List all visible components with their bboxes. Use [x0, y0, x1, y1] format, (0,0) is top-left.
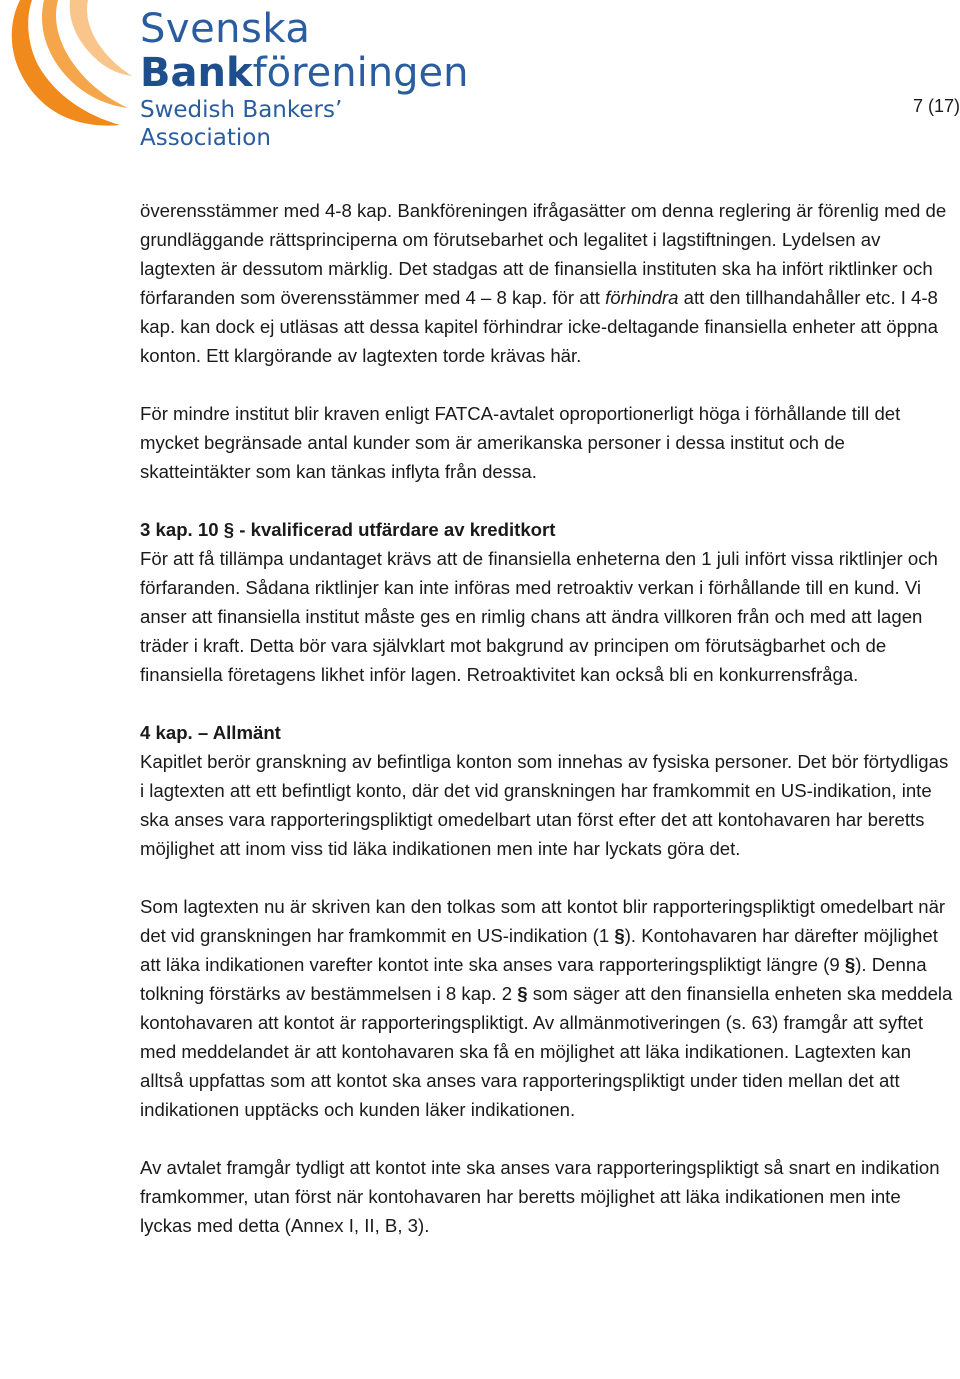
- swirl-logo-icon: [0, 0, 140, 130]
- organization-logo: [0, 0, 470, 151]
- paragraph-1: [140, 196, 954, 370]
- section-3-heading-post: - kvalificerad utfärdare av kreditkort: [234, 519, 556, 540]
- paragraph-5: [140, 892, 954, 1124]
- logo-line-english: Swedish Bankers’ Association: [140, 97, 343, 151]
- paragraph-5-part-4: som säger att den finansiella enheten ska meddela kontohavaren att kontot är rapporteringspliktigt. Av allmänmotiveringen (s. 63) framgår att syftet med meddelandet är att kontohavaren ska få en möjlighet att läka indikationen. Lagtexten kan alltså uppfattas som att kontot ska anses vara rapporteringspliktigt under tiden mellan det att indikationen upptäcks och kunden läker indikationen.: [140, 983, 953, 1120]
- paragraph-5-part-1: Som lagtexten nu är skriven kan den tolkas som att kontot blir rapporteringspliktigt omedelbart när det vid granskningen har framkommit en US-indikation (1: [140, 896, 946, 946]
- paragraph-1-part-1: överensstämmer med 4-8 kap. Bankföreningen ifrågasätter om denna reglering är förenlig med de grundläggande rättsprinciperna om förutsebarhet och legalitet i lagstiftningen. Lydelsen av lagtexten är dessutom märklig. Det stadgas att de finansiella instituten ska ha infört riktlinker och förfaranden som överensstämmer med 4 – 8 kap. för att: [140, 200, 947, 308]
- section-3: [140, 515, 954, 689]
- logo-line-svenska: Svenska: [140, 6, 311, 52]
- emphasis-forhindra: förhindra: [605, 287, 679, 308]
- section-sign: §: [844, 954, 856, 975]
- document-body: [140, 196, 954, 1269]
- section-4-body: Kapitlet berör granskning av befintliga konton som innehas av fysiska personer. Det bör förtydligas i lagtexten att ett befintligt konto, där det vid granskningen har framkommit en US-indikation, inte ska anses vara rapporteringspliktigt omedelbart utan först efter det att kontohavaren har beretts möjlighet att inom viss tid läka indikationen men inte har lyckats göra det.: [140, 751, 949, 859]
- logo-foreningen: föreningen: [252, 50, 469, 96]
- paragraph-5-part-2: ). Kontohavaren har därefter möjlighet att läka indikationen varefter kontot inte ska anses vara rapporteringspliktigt längre (9: [140, 925, 938, 975]
- section-3-heading-pre: 3 kap. 10: [140, 519, 224, 540]
- page-number: 7 (17): [912, 96, 960, 116]
- paragraph-6: Av avtalet framgår tydligt att kontot inte ska anses vara rapporteringspliktigt så snart en indikation framkommer, utan först när kontohavaren har beretts möjlighet att läka indikationen men inte lyckas med detta (Annex I, II, B, 3).: [140, 1157, 940, 1236]
- logo-line-bankforeningen: [140, 52, 470, 94]
- section-3-heading: [140, 519, 555, 540]
- paragraph-5-part-3: ). Denna tolkning förstärks av bestämmelsen i 8 kap. 2: [140, 954, 927, 1004]
- paragraph-1-part-2: att den tillhandahåller etc. I 4-8 kap. kan dock ej utläsas att dessa kapitel förhindrar icke-deltagande finansiella enheter att öppna konton. Ett klargörande av lagtexten torde krävas här.: [140, 287, 938, 366]
- section-4: [140, 718, 954, 863]
- section-4-heading: 4 kap. – Allmänt: [140, 722, 281, 743]
- logo-bank-bold: Bank: [140, 50, 253, 96]
- section-sign: §: [517, 983, 528, 1004]
- logo-wordmark: [140, 6, 470, 152]
- section-3-body: För att få tillämpa undantaget krävs att de finansiella enheterna den 1 juli infört vissa riktlinjer och förfaranden. Sådana riktlinjer kan inte införas med retroaktiv verkan i förhållande till en kund. Vi anser att finansiella institut måste ges en rimlig chans att ändra villkoren från och med att lagen träder i kraft. Detta bör vara självklart mot bakgrund av principen om förutsägbarhet och de finansiella företagens likhet inför lagen. Retroaktivitet kan också bli en konkurrensfråga.: [140, 548, 938, 685]
- section-sign: §: [223, 519, 235, 540]
- paragraph-2: För mindre institut blir kraven enligt FATCA-avtalet oproportionerligt höga i förhållande till det mycket begränsade antal kunder som är amerikanska personer i dessa institut och de skatteintäkter som kan tänkas inflyta från dessa.: [140, 403, 901, 482]
- section-sign: §: [614, 925, 625, 946]
